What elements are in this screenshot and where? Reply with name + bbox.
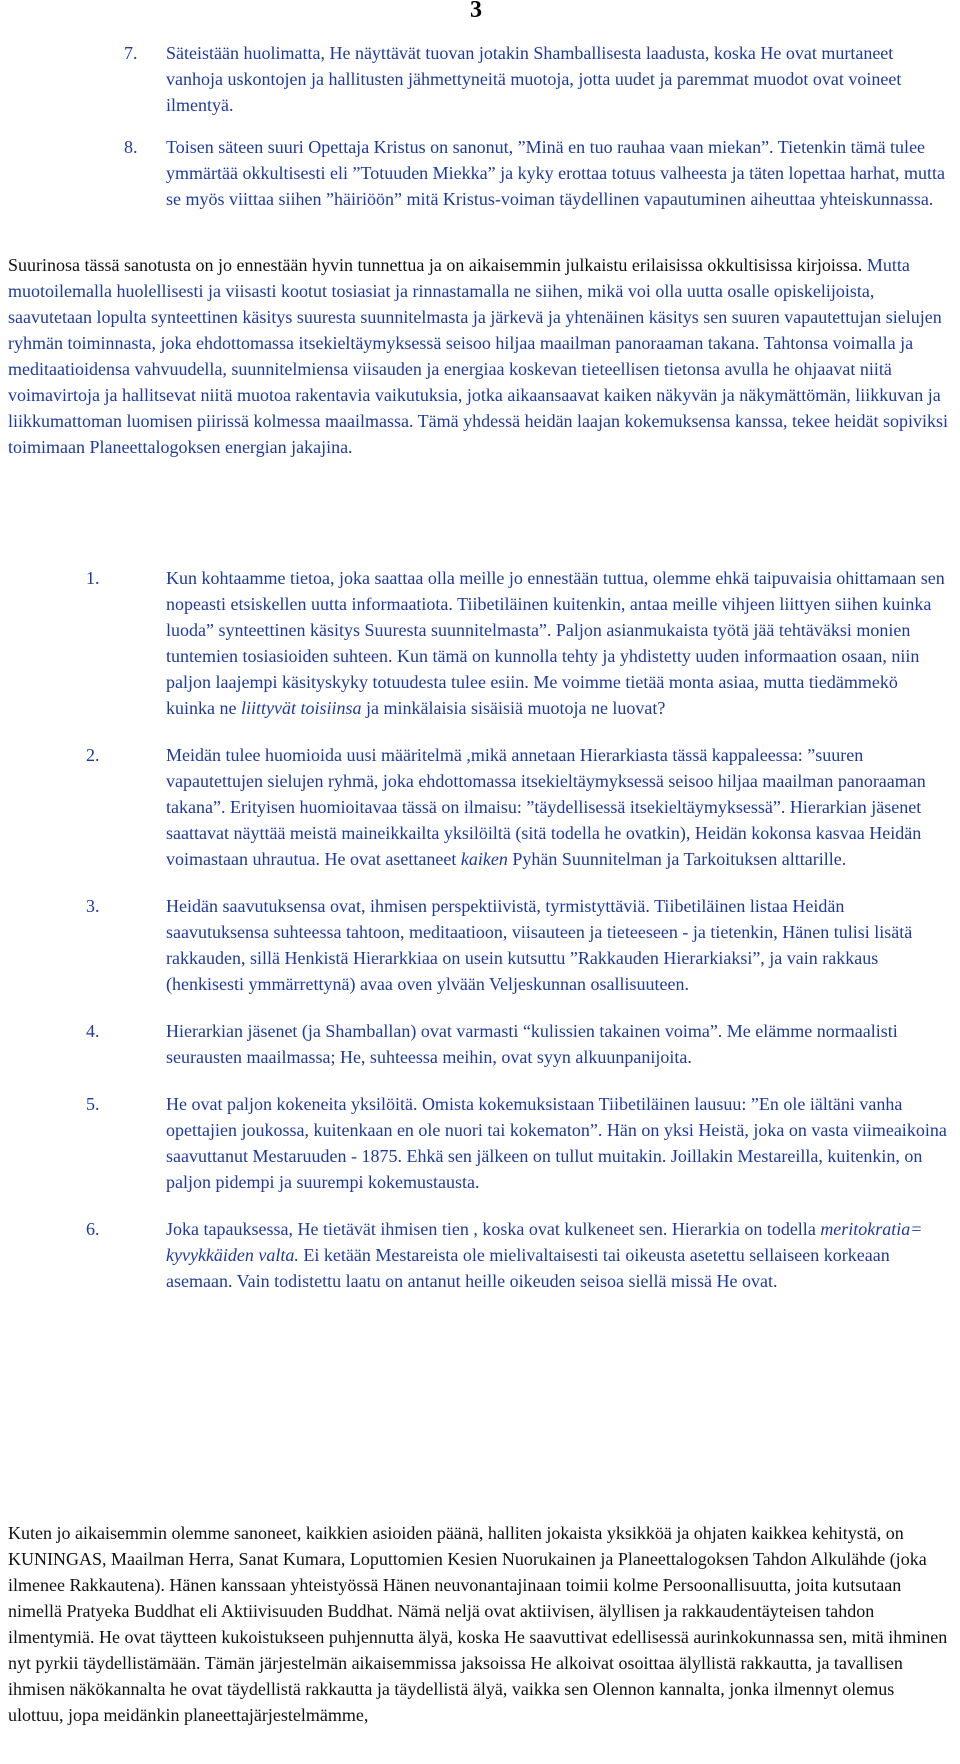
list-item-tail: ja minkälaisia sisäisiä muotoja ne luovat? bbox=[361, 698, 666, 718]
list-item-text: Säteistään huolimatta, He näyttävät tuovan jotakin Shamballisesta laadusta, koska He ovat murtaneet vanhoja uskontojen ja hallitusten jähmettyneitä muotoja, jotta uudet ja paremmat muodot ovat voineet ilmentyä. bbox=[166, 43, 902, 115]
top-numbered-list bbox=[0, 40, 960, 212]
list-item-text bbox=[166, 893, 948, 997]
list-item bbox=[0, 742, 960, 872]
page-number: 3 bbox=[470, 0, 482, 23]
list-item bbox=[0, 565, 960, 721]
intro-body: Mutta muotoilemalla huolellisesti ja viisasti kootut tosiasiat ja rinnastamalla ne siihen, mikä voi olla uutta osalle opiskelijoista, saavutetaan lopulta synteettinen käsitys suuresta suunnitelmasta ja järkevä ja yhtenäinen käsitys sen suuren vapautettujan sielujen ryhmän toiminnasta, joka ehdottomassa itsekieltäymyksessä seisoo hiljaa maailman panoraaman takana. Tahtonsa voimalla ja meditaatioidensa vahvuudella, suunnitelmiensa viisauden ja energiaa koskevan tieteellisen tietonsa avulla he ohjaavat niitä voimavirtoja ja hallitsevat niitä muotoa rakentavia vaikutuksia, jotka aikaansaavat kaiken näkyvän ja näkymättömän, liikkuvan ja liikkumattoman luomisen piirissä kolmessa maailmassa. Tämä yhdessä heidän laajan kokemuksensa kanssa, tekee heidät sopiviksi toimimaan Planeettalogoksen energian jakajina. bbox=[8, 255, 948, 457]
intro-paragraph bbox=[8, 252, 950, 460]
commentary-list bbox=[0, 565, 960, 1315]
list-number: 6. bbox=[86, 1219, 100, 1239]
list-item-tail: Pyhän Suunnitelman ja Tarkoituksen alttarille. bbox=[507, 849, 847, 869]
list-item-emphasis: meritokratia= kyvykkäiden valta. bbox=[166, 1219, 923, 1265]
list-number: 2. bbox=[86, 745, 100, 765]
list-item bbox=[0, 893, 960, 997]
list-item-text: Toisen säteen suuri Opettaja Kristus on sanonut, ”Minä en tuo rauhaa vaan miekan”. Tietenkin tämä tulee ymmärtää okkultisesti eli ”Totuuden Miekka” ja kyky erottaa totuus valheesta ja täten lopettaa harhat, mutta se myös viittaa siihen ”häiriöön” mitä Kristus-voiman täydellinen vapautuminen aiheuttaa yhteiskunnassa. bbox=[166, 137, 945, 209]
list-item bbox=[0, 1216, 960, 1294]
list-item-text bbox=[166, 1018, 948, 1070]
list-item-body: Hierarkian jäsenet (ja Shamballan) ovat varmasti “kulissien takainen voima”. Me elämme normaalisti seurausten maailmassa; He, suhteessa meihin, ovat syyn alkuunpanijoita. bbox=[166, 1021, 898, 1067]
list-item-emphasis: kaiken bbox=[460, 849, 508, 869]
list-item-tail: Ei ketään Mestareista ole mielivaltaisesti tai oikeusta asetettu sellaiseen korkeaan asemaan. Vain todistettu laatu on antanut heille oikeuden seisoa siellä missä He ovat. bbox=[166, 1245, 890, 1291]
list-item-body: Meidän tulee huomioida uusi määritelmä ,mikä annetaan Hierarkiasta tässä kappaleessa: ”suuren vapautettujen sielujen ryhmä, joka ehdottomassa itsekieltäymyksessä seisoo hiljaa maailman panoraaman takana”. Erityisen huomioitavaa tässä on ilmaisu: ”täydellisessä itsekieltäymyksessä”. Hierarkian jäsenet saattavat näyttää meistä maineikkailta yksilöiltä (sitä todella he ovatkin), Heidän kokonsa kasvaa Heidän voimastaan uhrautua. He ovat asettaneet bbox=[166, 745, 926, 869]
list-item bbox=[0, 1018, 960, 1070]
list-item-body: Kun kohtaamme tietoa, joka saattaa olla meille jo ennestään tuttua, olemme ehkä taipuvaisia ohittamaan sen nopeasti etsiskellen uutta informaatiota. Tiibetiläinen kuitenkin, antaa meille vihjeen liittyen siihen kuinka luoda” synteettinen käsitys Suuresta suunnitelmasta”. Paljon asianmukaista työtä jää tehtäväksi monien tuntemien tosiasioiden suhteen. Kun tämä on kunnolla tehty ja yhdistetty uuden informaation osaan, niin paljon laajempi käsityskyky totuudesta tulee esiin. Me voimme tietää monta asiaa, mutta tiedämmekö kuinka ne bbox=[166, 568, 945, 718]
list-number: 8. bbox=[124, 137, 138, 157]
list-item-body: Joka tapauksessa, He tietävät ihmisen tien , koska ovat kulkeneet sen. Hierarkia on todella bbox=[166, 1219, 821, 1239]
list-item-text bbox=[166, 1091, 948, 1195]
list-number: 1. bbox=[86, 568, 100, 588]
list-item bbox=[0, 1091, 960, 1195]
list-number: 4. bbox=[86, 1021, 100, 1041]
closing-paragraph: Kuten jo aikaisemmin olemme sanoneet, kaikkien asioiden päänä, halliten jokaista yksikköä ja ohjaten kaikkea kehitystä, on KUNINGAS, Maailman Herra, Sanat Kumara, Loputtomien Kesien Nuorukainen ja Planeettalogoksen Tahdon Alkulähde (joka ilmenee Rakkautena). Hänen kanssaan yhteistyössä Hänen neuvonantajinaan toimii kolme Persoonallisuutta, joita kutsutaan nimellä Pratyeka Buddhat eli Aktiivisuuden Buddhat. Nämä neljä ovat aktiivisen, älyllisen ja rakkaudentäyteisen tahdon ilmentymiä. He ovat täytteen kukoistukseen puhjennutta älyä, koska He saavuttivat edellisessä aurinkokunnassa sen, mitä ihminen nyt pyrkii täydellistämään. Tämän järjestelmän aikaisemmissa jaksoissa He alkoivat osoittaa älyllistä rakkautta, ja tavallisen ihmisen näkökannalta he ovat täydellistä rakkautta ja täydellistä älyä, vaikka sen Olennon kannalta, jonka ilmennyt olemus ulottuu, jopa meidänkin planeettajärjestelmämme, bbox=[8, 1523, 948, 1725]
list-item-text bbox=[166, 742, 948, 872]
list-item-body: Heidän saavutuksensa ovat, ihmisen perspektiivistä, tyrmistyttäviä. Tiibetiläinen listaa Heidän saavutuksensa suhteessa tahtoon, meditaatioon, viisauteen ja tieteeseen - ja tietenkin, Hänen tulisi lisätä rakkauden, sillä Henkistä Hierarkkiaa on usein kutsuttu ”Rakkauden Hierarkiaksi”, ja vain rakkaus (henkisesti ymmärrettynä) avaa oven ylvään Veljeskunnan osallisuuteen. bbox=[166, 896, 913, 994]
list-number: 5. bbox=[86, 1094, 100, 1114]
intro-lead: Suurinosa tässä sanotusta on jo ennestään hyvin tunnettua ja on aikaisemmin julkaistu erilaisissa okkultisissa kirjoissa. bbox=[8, 255, 863, 275]
list-number: 7. bbox=[124, 43, 138, 63]
list-item bbox=[0, 40, 960, 118]
list-item-emphasis: liittyvät toisiinsa bbox=[240, 698, 362, 718]
list-item-body: He ovat paljon kokeneita yksilöitä. Omista kokemuksistaan Tiibetiläinen lausuu: ”En ole iältäni vanha opettajien joukossa, kuitenkaan en ole nuori tai kokematon”. Hän on yksi Heistä, joka on vasta viimeaikoina saavuttanut Mestaruuden - 1875. Ehkä sen jälkeen on tullut muitakin. Joillakin Mestareilla, kuitenkin, on paljon pidempi ja suurempi kokemustausta. bbox=[166, 1094, 947, 1192]
list-item bbox=[0, 134, 960, 212]
list-number: 3. bbox=[86, 896, 100, 916]
list-item-text bbox=[166, 565, 948, 721]
list-item-text bbox=[166, 1216, 948, 1294]
